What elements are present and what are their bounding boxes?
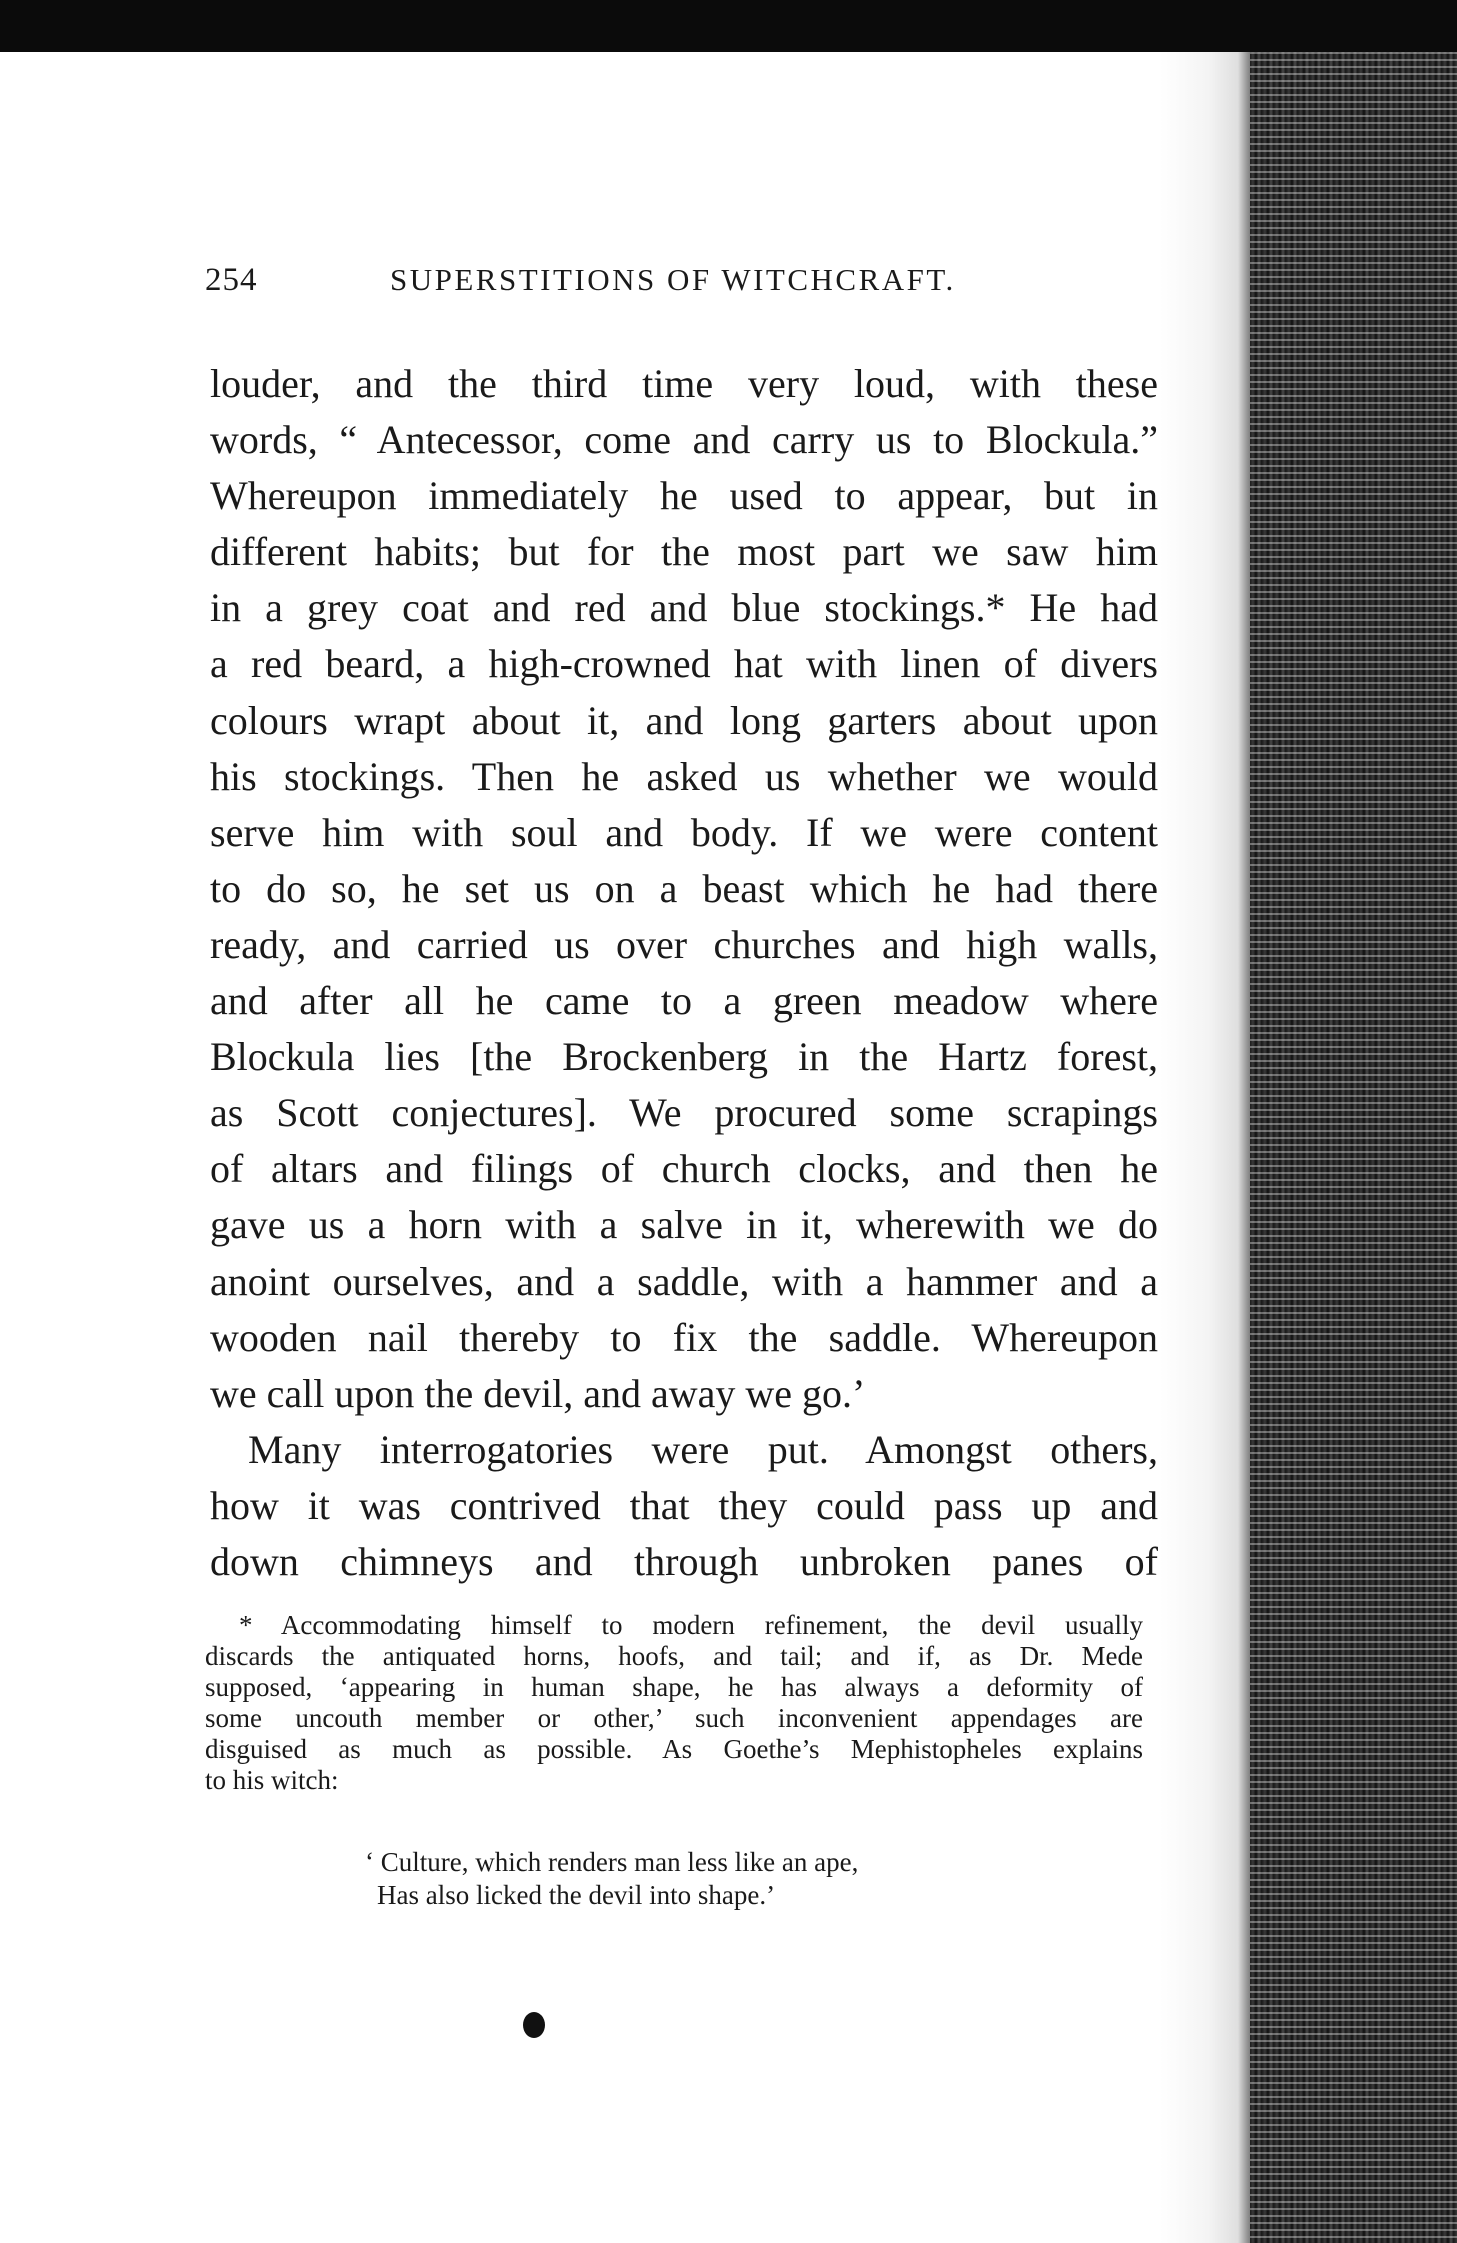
body-line: wooden nail thereby to fix the saddle. Whereupon [210,1314,1158,1360]
scan-right-edge [1250,52,1457,2243]
footnote-line: to his witch: [205,1765,339,1795]
paragraph-start-line: Many interrogatories were put. Amongst others, [248,1426,1158,1472]
body-line: anoint ourselves, and a saddle, with a hammer and a [210,1258,1158,1304]
body-line: Blockula lies [the Brockenberg in the Hartz forest, [210,1034,1158,1080]
body-line: and after all he came to a green meadow where [210,978,1158,1024]
body-line: as Scott conjectures]. We procured some scrapings [210,1090,1158,1136]
paragraph-end-line: we call upon the devil, and away we go.’ [210,1370,866,1416]
body-line: ready, and carried us over churches and high walls, [210,921,1158,967]
running-title: SUPERSTITIONS OF WITCHCRAFT. [390,262,956,297]
body-text [210,356,1158,1590]
body-line: Whereupon immediately he used to appear, but in [210,473,1158,519]
ink-spot-mark [523,2012,545,2038]
footnote-line: supposed, ‘appearing in human shape, he has always a deformity of [205,1672,1143,1702]
quote-line: ‘ Culture, which renders man less like an ape, [365,1847,859,1877]
body-line: how it was contrived that they could pass up and [210,1482,1158,1528]
quote-line: Has also licked the devil into shape.’ [377,1880,776,1910]
scan-top-border [0,0,1457,52]
footnote-line: disguised as much as possible. As Goethe’s Mephistopheles explains [205,1734,1143,1764]
body-line: a red beard, a high-crowned hat with linen of divers [210,641,1158,687]
footnote-line: some uncouth member or other,’ such inconvenient appendages are [205,1703,1143,1733]
body-line: down chimneys and through unbroken panes of [210,1538,1158,1584]
footnote-line: * Accommodating himself to modern refinement, the devil usually [239,1610,1143,1640]
footnote [205,1610,1143,1796]
body-line: to do so, he set us on a beast which he had there [210,865,1158,911]
page-number: 254 [205,262,258,298]
body-line: colours wrapt about it, and long garters about upon [210,697,1158,743]
body-line: different habits; but for the most part we saw him [210,529,1158,575]
body-line: his stockings. Then he asked us whether we would [210,753,1158,799]
verse-quote [365,1846,1065,1912]
body-line: serve him with soul and body. If we were content [210,809,1158,855]
body-line: of altars and filings of church clocks, and then he [210,1146,1158,1192]
body-line: words, “ Antecessor, come and carry us to Blockula.” [210,417,1158,463]
body-line: in a grey coat and red and blue stockings.* He had [210,585,1158,631]
running-head [205,262,1005,312]
body-line: louder, and the third time very loud, with these [210,361,1158,406]
body-line: gave us a horn with a salve in it, wherewith we do [210,1202,1158,1248]
footnote-line: discards the antiquated horns, hoofs, and tail; and if, as Dr. Mede [205,1641,1143,1671]
